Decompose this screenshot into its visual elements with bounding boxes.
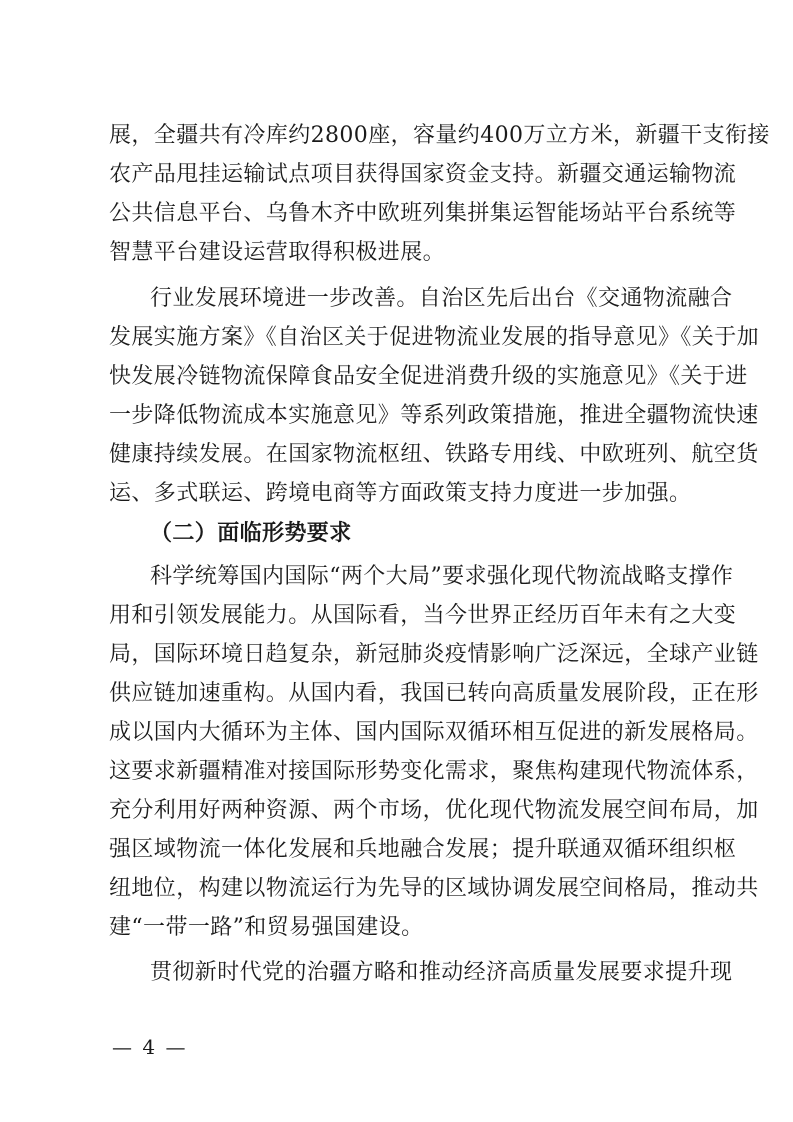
- body-text-line: 供应链加速重构。从国内看，我国已转向高质量发展阶段，正在形: [109, 681, 759, 706]
- body-text-line: 公共信息平台、乌鲁木齐中欧班列集拼集运智能场站平台系统等: [109, 201, 737, 226]
- body-text-line: 强区域物流一体化发展和兵地融合发展；提升联通双循环组织枢: [109, 837, 737, 862]
- body-text-line: 展，全疆共有冷库约2800座，容量约400万立方米，新疆干支衔接: [109, 123, 770, 148]
- body-text-line: 纽地位，构建以物流运行为先导的区域协调发展空间格局，推动共: [109, 876, 759, 901]
- body-text-line: 充分利用好两种资源、两个市场，优化现代物流发展空间布局，加: [109, 798, 759, 823]
- body-text-line: 用和引领发展能力。从国际看，当今世界正经历百年未有之大变: [109, 603, 737, 628]
- section-heading: （二）面临形势要求: [150, 520, 352, 546]
- paragraph-first-line: 行业发展环境进一步改善。自治区先后出台《交通物流融合: [150, 286, 733, 311]
- body-text-line: 一步降低物流成本实施意见》等系列政策措施，推进全疆物流快速: [109, 403, 759, 428]
- body-text-line: 发展实施方案》《自治区关于促进物流业发展的指导意见》《关于加: [109, 325, 760, 350]
- body-text-line: 建“一带一路”和贸易强国建设。: [109, 915, 424, 940]
- body-text-line: 运、多式联运、跨境电商等方面政策支持力度进一步加强。: [109, 481, 692, 506]
- body-text-line: 快发展冷链物流保障食品安全促进消费升级的实施意见》《关于进: [109, 364, 748, 389]
- paragraph-first-line: 科学统筹国内国际“两个大局”要求强化现代物流战略支撑作: [150, 564, 734, 589]
- page-number: — 4 —: [112, 1035, 188, 1059]
- paragraph-first-line: 贯彻新时代党的治疆方略和推动经济高质量发展要求提升现: [150, 960, 733, 985]
- body-text-line: 健康持续发展。在国家物流枢纽、铁路专用线、中欧班列、航空货: [109, 442, 759, 467]
- body-text-line: 智慧平台建设运营取得积极进展。: [109, 240, 446, 265]
- body-text-line: 这要求新疆精准对接国际形势变化需求，聚焦构建现代物流体系，: [109, 759, 759, 784]
- body-text-line: 成以国内大循环为主体、国内国际双循环相互促进的新发展格局。: [109, 720, 759, 745]
- body-text-line: 局，国际环境日趋复杂，新冠肺炎疫情影响广泛深远，全球产业链: [109, 642, 759, 667]
- body-text-line: 农产品甩挂运输试点项目获得国家资金支持。新疆交通运输物流: [109, 162, 737, 187]
